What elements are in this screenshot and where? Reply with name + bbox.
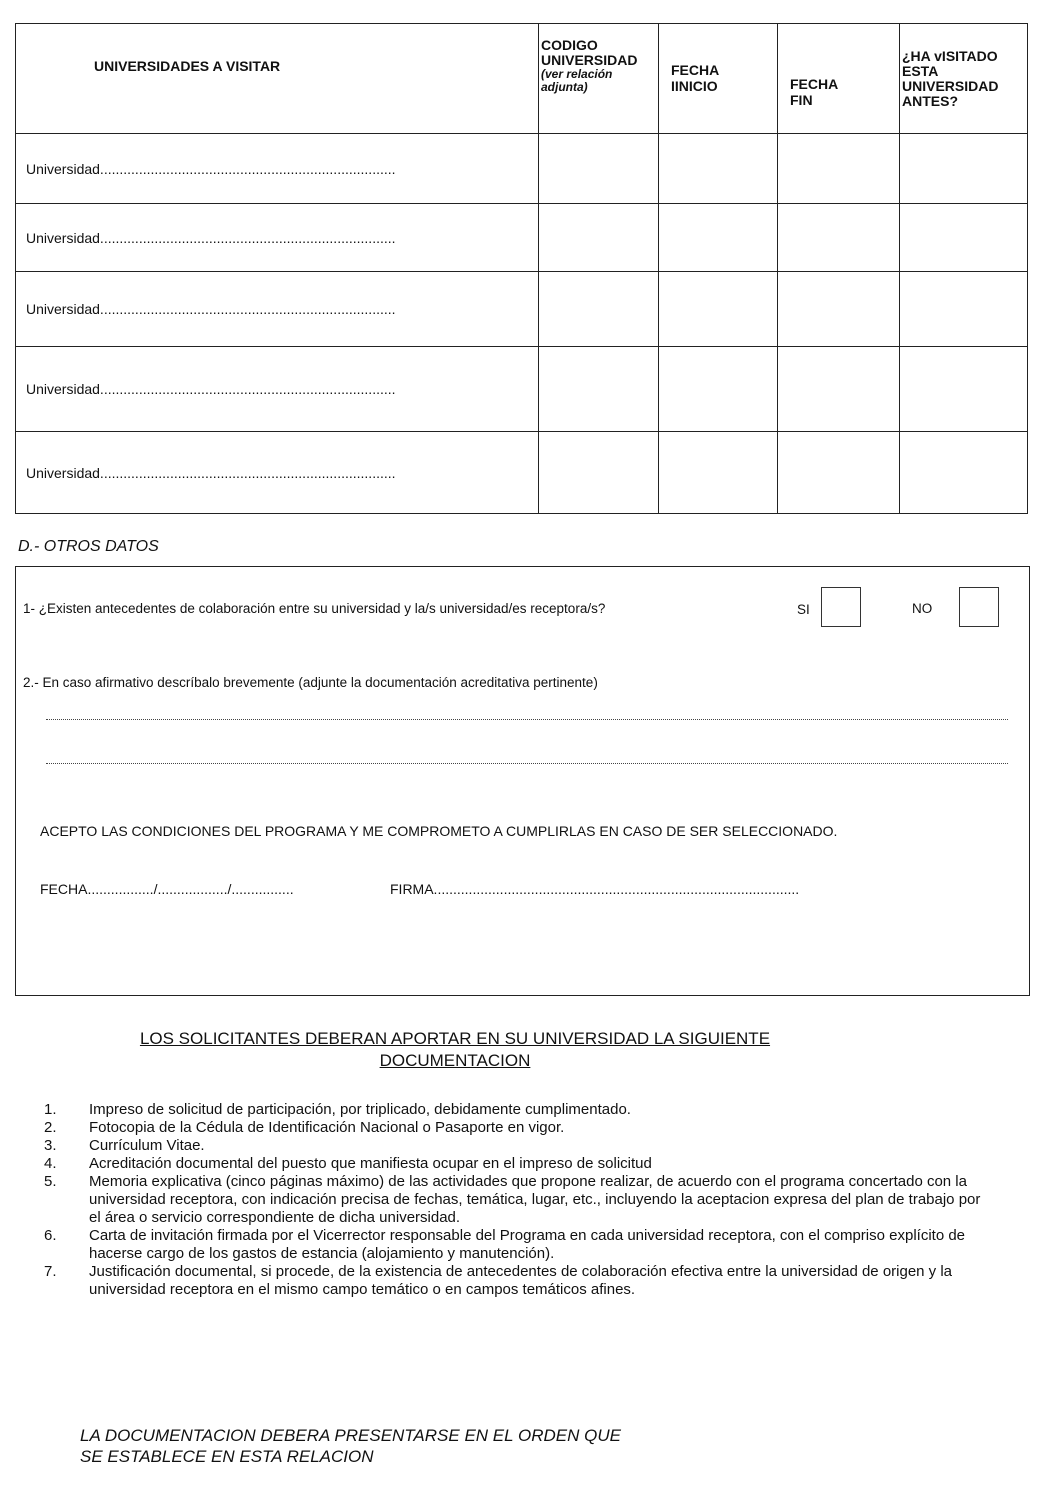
- list-item: [44, 1101, 994, 1119]
- header-universidades: UNIVERSIDADES A VISITAR: [16, 24, 539, 134]
- header-visitado-line2: ESTA: [902, 63, 939, 79]
- no-checkbox[interactable]: [959, 587, 999, 627]
- universities-table: [15, 23, 1028, 514]
- header-fecha-fin-line2: FIN: [790, 92, 813, 108]
- university-field[interactable]: Universidad............................................................................: [16, 134, 539, 204]
- header-codigo-note2: adjunta): [541, 80, 588, 94]
- final-note-line2: SE ESTABLECE EN ESTA RELACION: [80, 1447, 374, 1466]
- fecha-fin-cell[interactable]: [778, 134, 900, 204]
- firma-field[interactable]: FIRMA..............................................................................................: [390, 881, 800, 897]
- list-item: [44, 1227, 994, 1263]
- fecha-fin-cell[interactable]: [778, 204, 900, 272]
- list-item: [44, 1263, 994, 1299]
- university-field[interactable]: Universidad............................................................................: [16, 347, 539, 432]
- documentation-list: [44, 1101, 994, 1299]
- final-note: [80, 1425, 621, 1467]
- list-item: [44, 1173, 994, 1227]
- header-codigo-note1: (ver relación: [541, 67, 613, 81]
- list-item: [44, 1119, 994, 1137]
- no-label: NO: [912, 601, 933, 616]
- codigo-cell[interactable]: [539, 432, 659, 514]
- header-fecha-inicio-line2: IINICIO: [671, 78, 718, 94]
- list-item: [44, 1137, 994, 1155]
- section-title-otros-datos: D.- OTROS DATOS: [18, 538, 159, 555]
- fecha-fin-cell[interactable]: [778, 347, 900, 432]
- header-visitado: [900, 24, 1028, 134]
- fecha-fin-cell[interactable]: [778, 432, 900, 514]
- list-item-number: 1.: [44, 1101, 57, 1118]
- si-checkbox[interactable]: [821, 587, 861, 627]
- list-item-text: Memoria explicativa (cinco páginas máximo) de las actividades que propone realizar, de acuerdo con el programa concertado con la universidad receptora, con indicación precisa de fechas, temática, lugar, etc., incluyendo la aceptacion expresa del plan de trabajo por el área o servicio correspondiente de dicha universidad.: [89, 1173, 981, 1226]
- header-codigo: [539, 24, 659, 134]
- header-visitado-line4: ANTES?: [902, 93, 958, 109]
- list-item-number: 3.: [44, 1137, 57, 1154]
- header-fecha-fin: [778, 24, 900, 134]
- fecha-inicio-cell[interactable]: [659, 204, 778, 272]
- header-codigo-line1: CODIGO: [541, 37, 598, 53]
- visitado-cell[interactable]: [900, 134, 1028, 204]
- table-row: [16, 347, 1028, 432]
- table-header-row: [16, 24, 1028, 134]
- header-fecha-inicio-line1: FECHA: [671, 62, 720, 78]
- codigo-cell[interactable]: [539, 272, 659, 347]
- list-item: [44, 1155, 994, 1173]
- university-field[interactable]: Universidad............................................................................: [16, 432, 539, 514]
- list-item-number: 5.: [44, 1173, 57, 1190]
- description-line-1[interactable]: [46, 719, 1008, 720]
- list-item-text: Fotocopia de la Cédula de Identificación Nacional o Pasaporte en vigor.: [89, 1119, 565, 1136]
- list-item-text: Impreso de solicitud de participación, por triplicado, debidamente cumplimentado.: [89, 1101, 631, 1118]
- header-visitado-line3: UNIVERSIDAD: [902, 78, 999, 94]
- header-codigo-line2: UNIVERSIDAD: [541, 52, 638, 68]
- list-item-number: 4.: [44, 1155, 57, 1172]
- visitado-cell[interactable]: [900, 432, 1028, 514]
- university-field[interactable]: Universidad............................................................................: [16, 204, 539, 272]
- fecha-inicio-cell[interactable]: [659, 432, 778, 514]
- list-item-number: 6.: [44, 1227, 57, 1244]
- codigo-cell[interactable]: [539, 134, 659, 204]
- docs-heading-line2: DOCUMENTACION: [379, 1051, 531, 1070]
- question-1: 1- ¿Existen antecedentes de colaboración entre su universidad y la/s universidad/es receptora/s?: [23, 601, 606, 616]
- si-label: SI: [797, 602, 810, 617]
- visitado-cell[interactable]: [900, 272, 1028, 347]
- list-item-text: Justificación documental, si procede, de la existencia de antecedentes de colaboración efectiva entre la universidad de origen y la universidad receptora en el mismo campo temático o en campos temáticos afines.: [89, 1263, 953, 1298]
- description-line-2[interactable]: [46, 763, 1008, 764]
- fecha-fin-cell[interactable]: [778, 272, 900, 347]
- acepto-statement: ACEPTO LAS CONDICIONES DEL PROGRAMA Y ME COMPROMETO A CUMPLIRLAS EN CASO DE SER SELECCIONADO.: [40, 823, 838, 839]
- header-visitado-line1: ¿HA vISITADO: [902, 48, 998, 64]
- table-row: [16, 134, 1028, 204]
- table-row: [16, 204, 1028, 272]
- table-row: [16, 272, 1028, 347]
- codigo-cell[interactable]: [539, 204, 659, 272]
- list-item-number: 7.: [44, 1263, 57, 1280]
- university-field[interactable]: Universidad............................................................................: [16, 272, 539, 347]
- list-item-text: Carta de invitación firmada por el Vicerrector responsable del Programa en cada universidad receptora, con el compriso explícito de hacerse cargo de los gastos de estancia (alojamiento y manutención).: [89, 1227, 966, 1262]
- visitado-cell[interactable]: [900, 347, 1028, 432]
- fecha-inicio-cell[interactable]: [659, 272, 778, 347]
- otros-datos-box: [15, 566, 1030, 996]
- final-note-line1: LA DOCUMENTACION DEBERA PRESENTARSE EN EL ORDEN QUE: [80, 1426, 621, 1445]
- fecha-inicio-cell[interactable]: [659, 347, 778, 432]
- question-2: 2.- En caso afirmativo descríbalo brevemente (adjunte la documentación acreditativa pertinente): [23, 675, 598, 690]
- list-item-number: 2.: [44, 1119, 57, 1136]
- table-row: [16, 432, 1028, 514]
- fecha-inicio-cell[interactable]: [659, 134, 778, 204]
- header-fecha-fin-line1: FECHA: [790, 76, 839, 92]
- codigo-cell[interactable]: [539, 347, 659, 432]
- list-item-text: Acreditación documental del puesto que manifiesta ocupar en el impreso de solicitud: [89, 1155, 652, 1172]
- fecha-field[interactable]: FECHA................./................../................: [40, 881, 294, 897]
- list-item-text: Currículum Vitae.: [89, 1137, 205, 1154]
- docs-heading-line1: LOS SOLICITANTES DEBERAN APORTAR EN SU UNIVERSIDAD LA SIGUIENTE: [139, 1029, 771, 1048]
- visitado-cell[interactable]: [900, 204, 1028, 272]
- header-fecha-inicio: [659, 24, 778, 134]
